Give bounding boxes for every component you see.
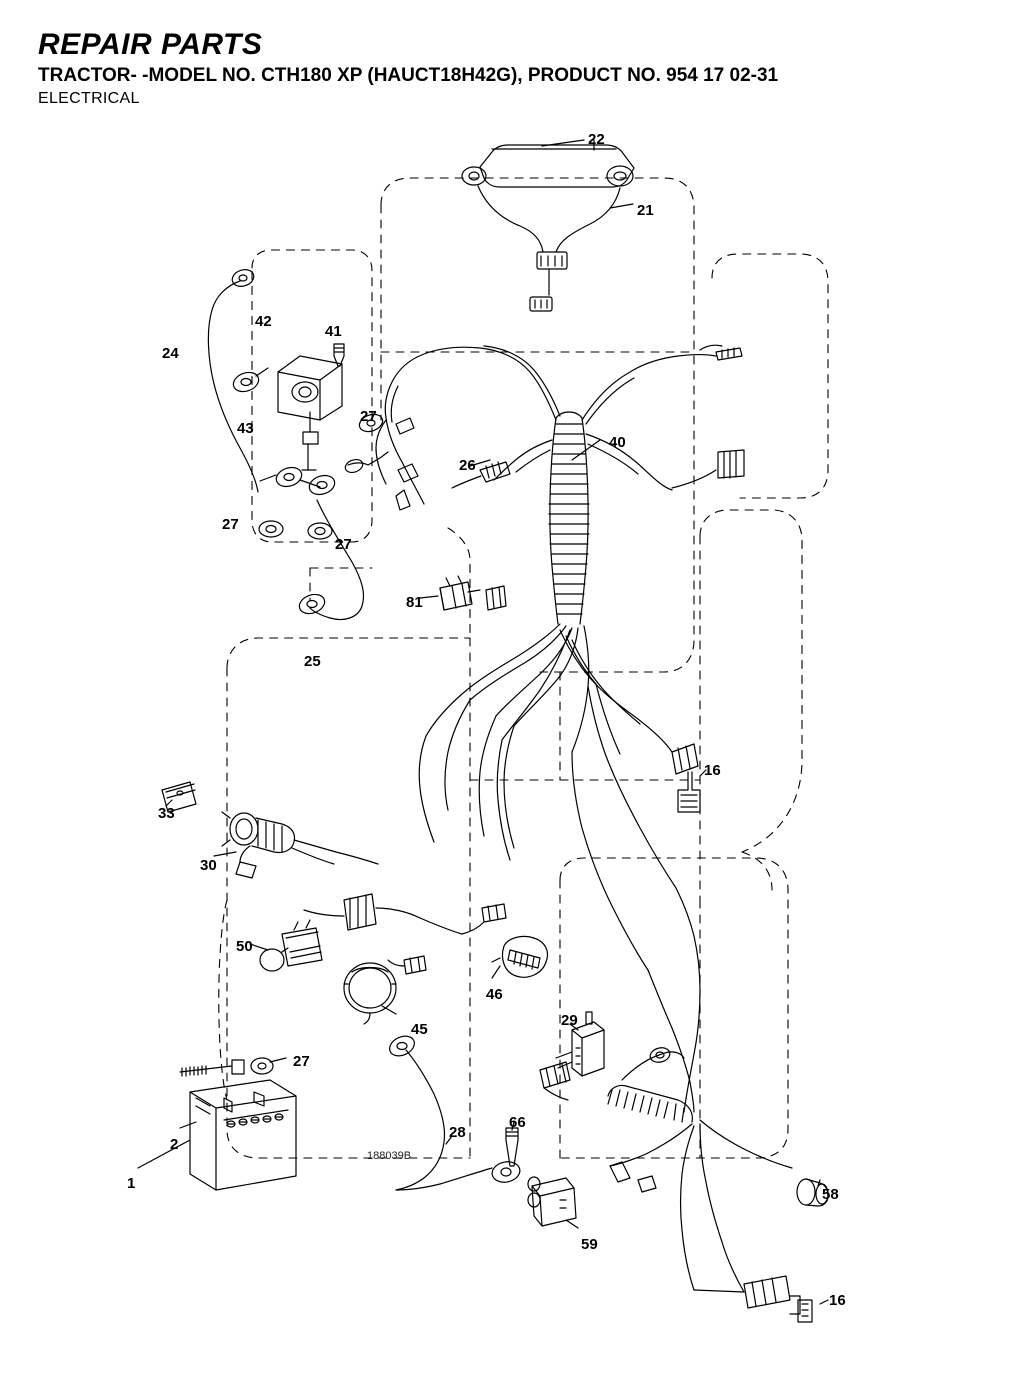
callout-number: 16 [829,1292,846,1309]
leader-50 [250,944,268,950]
harness-upper-branches [376,345,744,510]
callout-number: 27 [222,516,239,533]
part-50-switch [260,920,322,971]
part-42-terminal [231,368,268,395]
leader-1 [138,1140,190,1168]
leader-46 [492,966,500,978]
leader-59 [566,1220,578,1228]
callout-number: 29 [561,1012,578,1029]
leader-81 [420,596,438,598]
part-45-gauge [344,963,396,1024]
callout-number: 40 [609,434,626,451]
part-40-harness-loom [549,412,589,624]
part-1-battery [190,1080,296,1190]
coiled-cable [608,1046,692,1122]
harness-lower-branches [419,624,700,1112]
part-24-ground-cable [208,267,258,492]
page-title: REPAIR PARTS [38,28,263,61]
callout-number: 66 [509,1114,526,1131]
callout-number: 33 [158,805,175,822]
mid-connectors [304,894,506,974]
callout-number: 58 [822,1186,839,1203]
part-28-battery-cable [386,1032,521,1190]
model-subtitle: TRACTOR- -MODEL NO. CTH180 XP (HAUCT18H42G), PRODUCT NO. 954 17 02-31 [38,65,779,86]
part-59-solenoid [528,1177,576,1226]
leader-2 [180,1122,196,1128]
leader-45 [382,1006,396,1014]
callout-number: 50 [236,938,253,955]
callout-number: 2 [170,1136,179,1153]
part-30-switch-assembly [222,812,378,878]
callout-number: 42 [255,313,272,330]
part-25-cable [297,500,364,620]
callout-number: 30 [200,857,217,874]
callout-number: 21 [637,202,654,219]
callout-number: 26 [459,457,476,474]
part-46-hour-meter [492,936,548,977]
callout-number: 59 [581,1236,598,1253]
callout-number: 25 [304,653,321,670]
section-title: ELECTRICAL [38,90,140,107]
part-81-connector [440,576,506,610]
part-2-bolt [180,1060,244,1076]
callout-number: 45 [411,1021,428,1038]
callout-number: 1 [127,1175,136,1192]
callout-number: 81 [406,594,423,611]
part-27-washers [259,411,388,539]
part-27-battery-nut [251,1058,273,1074]
part-21-connector [478,186,620,311]
part-66-screw [506,1128,518,1166]
drawing-code: 188039B [367,1150,412,1162]
callout-number: 27 [293,1053,310,1070]
leader-27-battery [270,1058,286,1062]
callout-number: 41 [325,323,342,340]
callout-number: 22 [588,131,605,148]
callout-number: 27 [360,408,377,425]
part-43-ignition-switch [278,356,342,470]
leader-30 [214,852,236,856]
callout-number: 24 [162,345,179,362]
callout-number: 27 [335,536,352,553]
harness-bottom-fanout [610,1120,812,1322]
leader-16-bottom [820,1300,828,1304]
callout-number: 43 [237,420,254,437]
callout-number: 28 [449,1124,466,1141]
callout-number: 46 [486,986,503,1003]
callout-number: 16 [704,762,721,779]
part-22-seat-switch [462,145,634,187]
